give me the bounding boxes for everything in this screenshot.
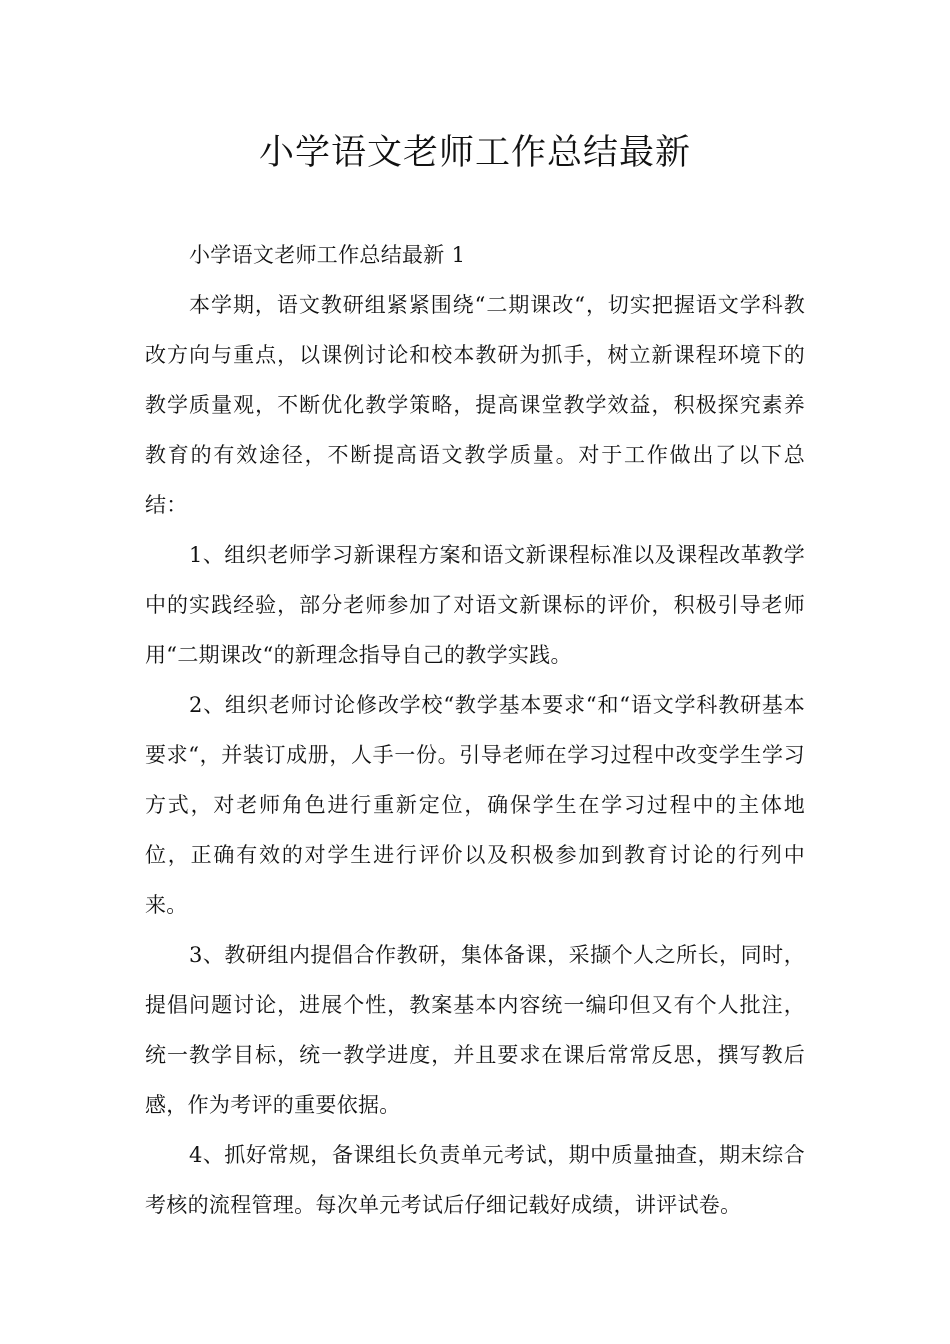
paragraph-item-1: 1、组织老师学习新课程方案和语文新课程标准以及课程改革教学中的实践经验，部分老师参加了对语文新课标的评价，积极引导老师用“二期课改“的新理念指导自己的教学实践。 xyxy=(145,543,805,667)
document-title: 小学语文老师工作总结最新 xyxy=(258,133,691,173)
paragraph-item-2: 2、组织老师讨论修改学校“教学基本要求“和“语文学科教研基本要求“，并装订成册，人手一份。引导老师在学习过程中改变学生学习方式，对老师角色进行重新定位，确保学生在学习过程中的主体地位，正确有效的对学生进行评价以及积极参加到教育讨论的行列中来。 xyxy=(145,693,805,917)
document-body xyxy=(145,230,805,1230)
paragraph-item-4: 4、抓好常规，备课组长负责单元考试，期中质量抽查，期末综合考核的流程管理。每次单元考试后仔细记载好成绩，讲评试卷。 xyxy=(145,1143,805,1217)
paragraph-intro: 本学期，语文教研组紧紧围绕“二期课改“，切实把握语文学科教改方向与重点，以课例讨论和校本教研为抓手，树立新课程环境下的教学质量观，不断优化教学策略，提高课堂教学效益，积极探究素养教育的有效途径，不断提高语文教学质量。对于工作做出了以下总结： xyxy=(145,293,805,517)
paragraph-heading: 小学语文老师工作总结最新 1 xyxy=(189,243,466,267)
paragraph-item-3: 3、教研组内提倡合作教研，集体备课，采撷个人之所长，同时，提倡问题讨论，进展个性，教案基本内容统一编印但又有个人批注，统一教学目标，统一教学进度，并且要求在课后常常反思，撰写教后感，作为考评的重要依据。 xyxy=(145,943,805,1117)
